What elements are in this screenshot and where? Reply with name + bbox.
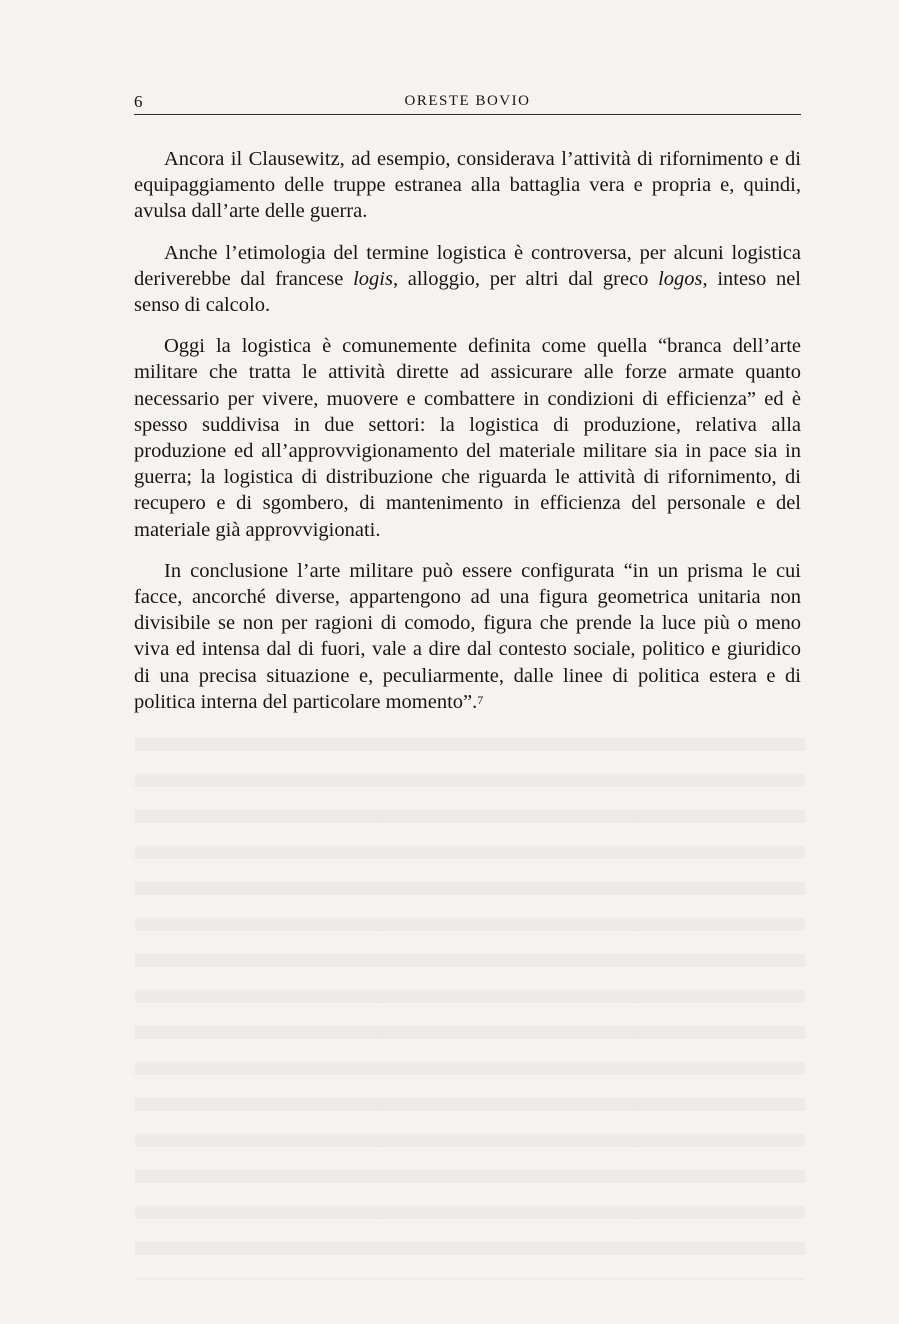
page-number: 6: [134, 92, 143, 111]
paragraph-etymology: [134, 240, 801, 319]
term-logos: logos: [658, 267, 703, 290]
footnote-reference: 7: [477, 692, 484, 707]
etymology-text-end: , inteso nel senso di calcolo.: [134, 267, 801, 317]
paragraph-clausewitz: Ancora il Clausewitz, ad esempio, considerava l’attività di rifornimento e di equipaggiamento delle truppe estranea alla battaglia vera e propria e, quindi, avulsa dall’arte delle guerra.: [134, 148, 801, 223]
body-text: [134, 146, 801, 730]
running-head-title: ORESTE BOVIO: [404, 93, 531, 109]
conclusion-text: In conclusione l’arte militare può essere configurata “in un prisma le cui facce, ancorché diverse, appartengono ad una figura geometrica unitaria non divisibile se non per ragioni di comodo, figura che prende la luce più o meno viva ed intensa dal di fuori, vale a dire dal contesto sociale, politico e giuridico di una precisa situazione e, peculiarmente, dalle linee di politica estera e di politica interna del particolare momento”.: [134, 559, 801, 713]
etymology-text-middle: , alloggio, per altri dal greco: [392, 267, 659, 290]
paragraph-conclusion: [134, 558, 801, 715]
etymology-text-start: Anche l’etimologia del termine logistica è controversa, per alcuni logistica deriverebbe dal francese: [134, 241, 801, 290]
paragraph-definition: Oggi la logistica è comunemente definita come quella “branca dell’arte militare che tratta le attività dirette ad assicurare alle forze armate quanto necessario per vivere, muovere e combattere in condizioni di efficienza” ed è spesso suddivisa in due settori: la logistica di produzione, relativa alla produzione ed all’approvvigionamento del materiale militare sia in pace sia in guerra; la logistica di distribuzione che riguarda le attività di rifornimento, di recupero e di sgombero, di mantenimento in efficienza del personale e del materiale già approvvigionati.: [134, 335, 801, 541]
term-logis: logis: [353, 267, 393, 290]
reverse-side-show-through: [135, 720, 805, 1280]
running-header: [134, 90, 801, 115]
